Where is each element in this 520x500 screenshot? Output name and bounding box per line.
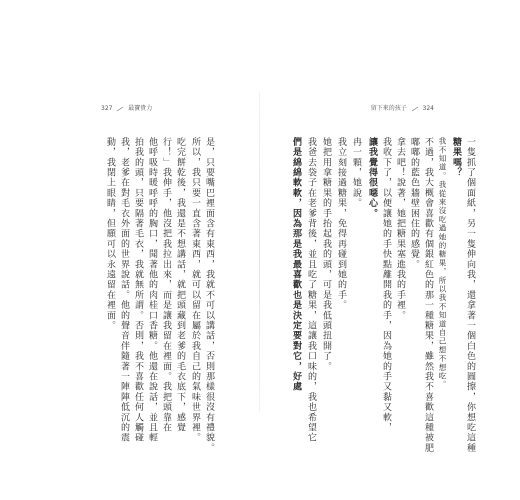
text-column: 我，老爹在對毛衣外面的世界說話。他的聲音伴隨著一陣陣低沉的震 <box>119 137 129 443</box>
divider-mark-icon <box>411 106 419 112</box>
text-column: 我爸去袋子在老爹背後，並且吃了糖果，這讓我口味的，我也希望它 <box>306 137 316 443</box>
text-column: 讓我覺得很噁心。 <box>367 137 377 219</box>
page-gutter <box>259 92 260 412</box>
text-column: 糖果嗎？ <box>451 137 461 178</box>
text-column: 拿去吧！說著，她把糖果塞進我的手裡。 <box>395 137 405 321</box>
left-page-header <box>101 103 152 112</box>
text-column: 我不知道。我從來沒吃過她的糖果，所以我不知道自己想不想吃。 <box>438 137 447 390</box>
text-column: 嘟嘟的藍色牆壁困住的感覺。 <box>409 137 419 270</box>
text-column: 是，只要嘴巴裡面含有東西，我就不可以講話，否則那樣很沒有禮貌。 <box>204 137 214 454</box>
text-column: 我收下了，以便讓她的手快點離開我的手，因為她的手又黏又軟， <box>381 137 391 433</box>
text-column: 動，我閉上眼睛，但願可以永遠留在裡面。 <box>105 137 115 331</box>
text-column: 我立刻接過糖果，免得再碰到她的手。 <box>336 137 346 311</box>
right-running-title: 留下來的孩子 <box>370 105 407 112</box>
right-page-number: 324 <box>422 105 434 112</box>
text-column: 吃完餅乾後，我還是不想講話，就把頭藏到老爹的毛衣底下，感覺 <box>175 137 185 433</box>
text-column: 他呼吸時暖呼呼的胸口，聞著他的肉桂口香糖。他還在說話，並且輕 <box>147 137 157 443</box>
left-running-title: 最寶貴力 <box>128 105 153 112</box>
left-page-number: 327 <box>101 105 113 112</box>
text-column: 所以，我只要一直含著東西，就可以留在屬於我自己的氣味世界裡。 <box>190 137 200 443</box>
text-column: 一隻抓了個面紙，另一隻伸向我，還拿著一個白色的圓擦，你想吃這種 <box>465 137 475 454</box>
divider-mark-icon <box>116 106 124 112</box>
text-column: 拍我的頭，只要隔著毛衣，我就無所謂。否則，我不喜歡任何人觸碰 <box>133 137 143 443</box>
text-column: 她把用拿糖果的手抬起我的頭，可是我低頭扭開了。 <box>321 137 331 372</box>
text-column: 們是綿綿軟軟，因為那是我最喜歡也是決定要對它，好處 <box>291 137 301 392</box>
text-column: 行！」我伸手，他沒把我拉出來，而是讓我留在裡面。我把頭靠在 <box>161 137 171 433</box>
text-column: 冉一顆，她說。 <box>351 137 361 209</box>
right-page-header <box>371 103 434 112</box>
text-column: 不過，我大概會喜歡有個銀紅色的那一種糖果，雖然我不喜歡這種被肥 <box>423 137 433 454</box>
